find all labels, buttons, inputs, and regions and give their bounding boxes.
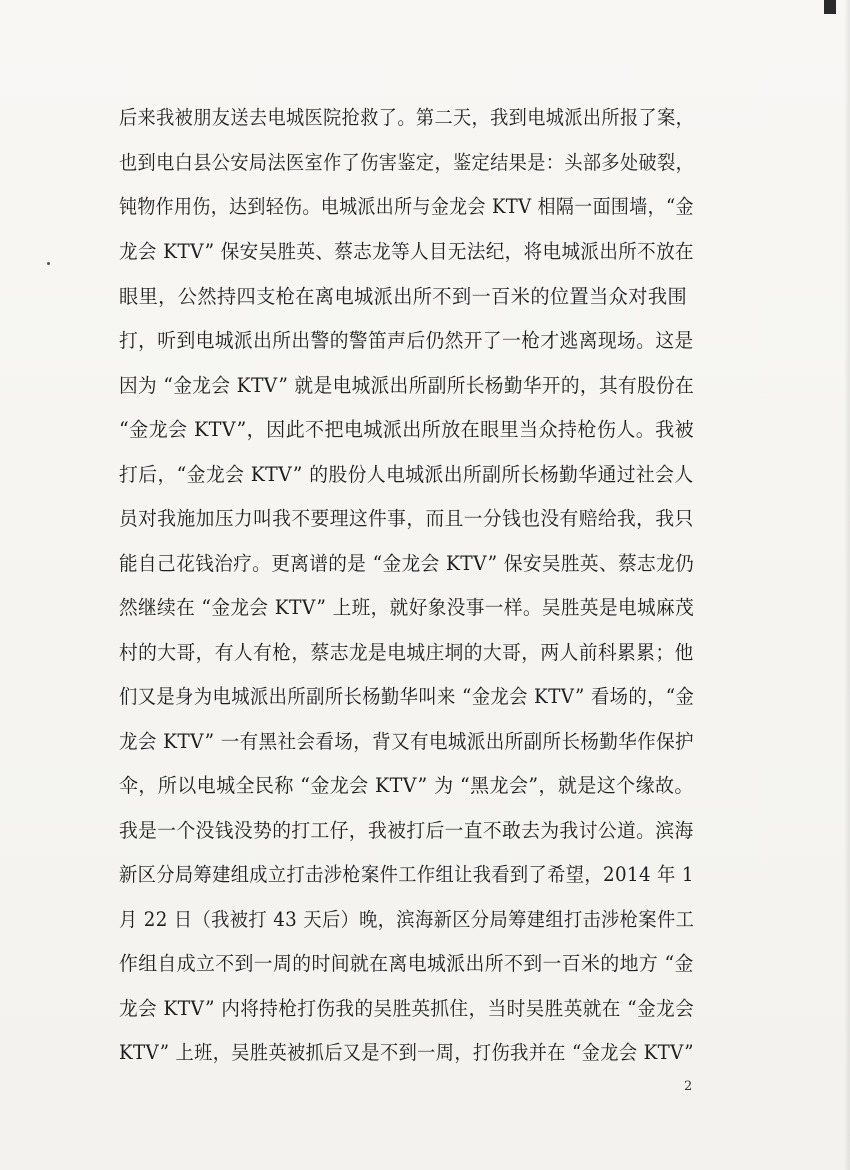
- text-line: 因为 “金龙会 KTV” 就是电城派出所副所长杨勤华开的，其有股份在: [119, 374, 695, 397]
- text-line: 打，听到电城派出所出警的警笛声后仍然开了一枪才逃离现场。这是: [119, 329, 694, 352]
- text-line: 然继续在 “金龙会 KTV” 上班，就好象没事一样。吴胜英是电城麻茂: [119, 596, 695, 619]
- text-line: 作组自成立不到一周的时间就在离电城派出所不到一百米的地方 “金: [119, 952, 694, 975]
- text-line: 龙会 KTV” 内将持枪打伤我的吴胜英抓住，当时吴胜英就在 “金龙会: [119, 997, 695, 1020]
- text-line: 新区分局筹建组成立打击涉枪案件工作组让我看到了希望，2014 年 1: [119, 863, 694, 886]
- text-line: 龙会 KTV” 保安吴胜英、蔡志龙等人目无法纪，将电城派出所不放在: [119, 240, 694, 263]
- text-line: 钝物作用伤，达到轻伤。电城派出所与金龙会 KTV 相隔一面围墙，“金: [119, 195, 694, 218]
- text-line: 员对我施加压力叫我不要理这件事，而且一分钱也没有赔给我，我只: [119, 507, 694, 530]
- text-line: 龙会 KTV” 一有黑社会看场，背又有电城派出所副所长杨勤华作保护: [119, 730, 694, 753]
- text-line: 打后，“金龙会 KTV” 的股份人电城派出所副所长杨勤华通过社会人: [119, 463, 694, 486]
- text-line: 能自己花钱治疗。更离谱的是 “金龙会 KTV” 保安吴胜英、蔡志龙仍: [119, 552, 695, 575]
- text-line: 也到电白县公安局法医室作了伤害鉴定，鉴定结果是：头部多处破裂，: [119, 151, 695, 174]
- scan-edge-shadow: [844, 0, 850, 1170]
- text-line: 月 22 日（我被打 43 天后）晚，滨海新区分局筹建组打击涉枪案件工: [119, 908, 695, 931]
- text-line: 我是一个没钱没势的打工仔，我被打后一直不敢去为我讨公道。滨海: [119, 819, 694, 842]
- text-line: 村的大哥，有人有枪，蔡志龙是电城庄垌的大哥，两人前科累累；他: [119, 641, 694, 664]
- text-line: KTV” 上班，吴胜英被抓后又是不到一周，打伤我并在 “金龙会 KTV”: [119, 1041, 694, 1064]
- scan-corner-mark: [824, 0, 836, 14]
- text-line: 伞，所以电城全民称 “金龙会 KTV” 为 “黑龙会”，就是这个缘故。: [119, 774, 694, 797]
- scan-speck: [47, 262, 50, 265]
- text-line: 眼里，公然持四支枪在离电城派出所不到一百米的位置当众对我围: [119, 285, 688, 308]
- text-line: 后来我被朋友送去电城医院抢救了。第二天，我到电城派出所报了案，: [119, 106, 695, 129]
- text-line: 们又是身为电城派出所副所长杨勤华叫来 “金龙会 KTV” 看场的，“金: [119, 685, 695, 708]
- page-number: 2: [684, 1079, 693, 1094]
- text-line: “金龙会 KTV”，因此不把电城派出所放在眼里当众持枪伤人。我被: [119, 418, 695, 441]
